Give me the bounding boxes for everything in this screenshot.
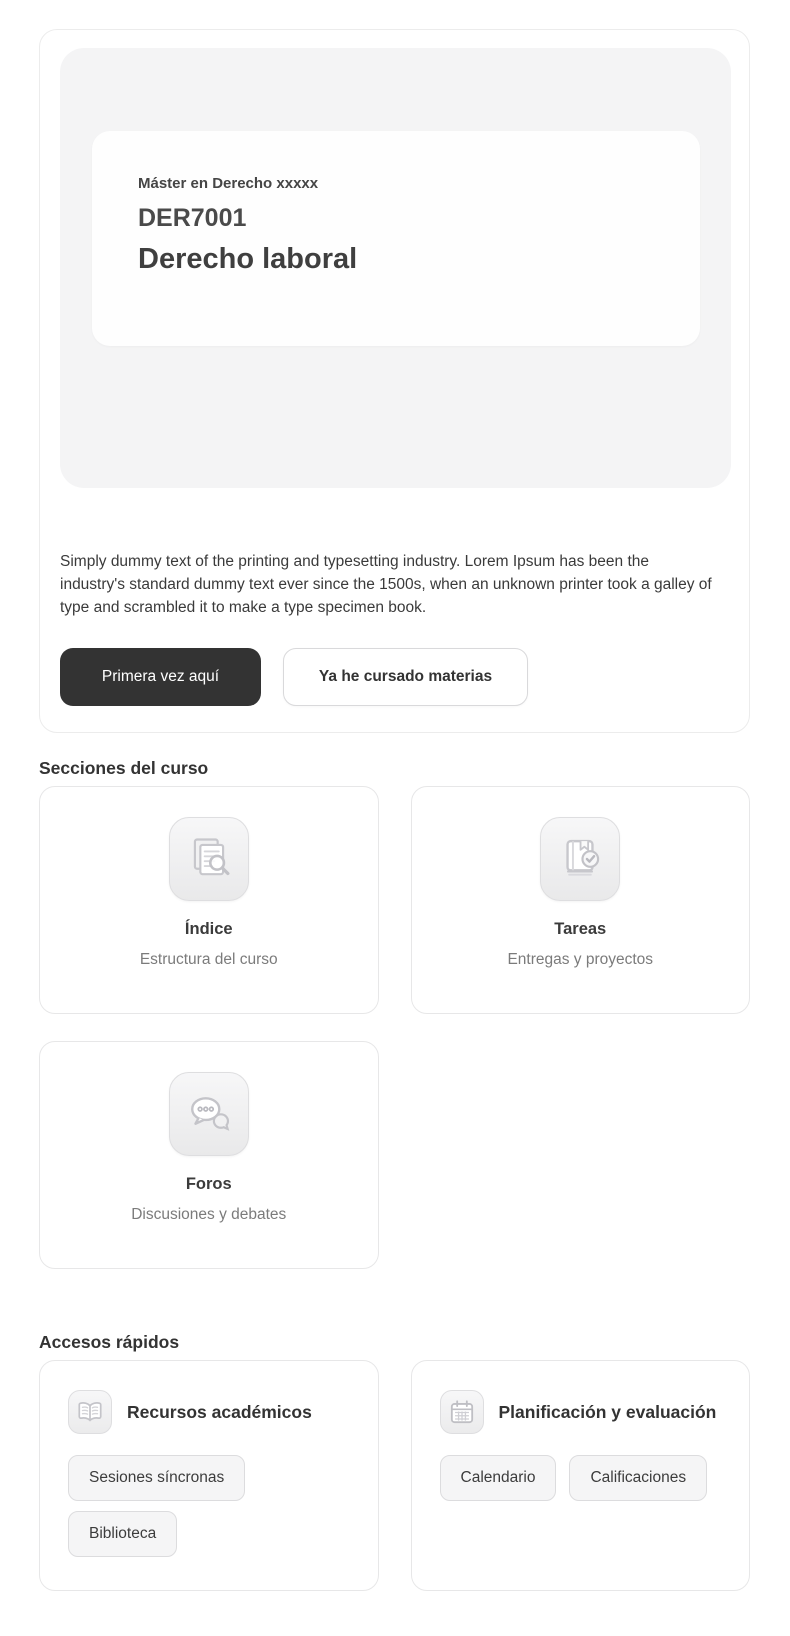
qa-card-planificacion bbox=[411, 1360, 751, 1591]
book-check-icon bbox=[540, 817, 620, 901]
open-book-icon bbox=[68, 1390, 112, 1434]
section-card-indice[interactable] bbox=[39, 786, 379, 1014]
sesiones-sincronas-button[interactable]: Sesiones síncronas bbox=[68, 1455, 245, 1501]
document-search-icon bbox=[169, 817, 249, 901]
course-code: DER7001 bbox=[138, 204, 247, 232]
biblioteca-button[interactable]: Biblioteca bbox=[68, 1511, 177, 1557]
already-studied-button[interactable]: Ya he cursado materias bbox=[283, 648, 528, 706]
course-hero-card bbox=[39, 29, 750, 733]
course-description: Simply dummy text of the printing and typesetting industry. Lorem Ipsum has been the industry's standard dummy text ever since the 1500s, when an unknown printer took a galley of type and scrambled it to make a type specimen book. bbox=[60, 553, 712, 616]
section-card-tareas[interactable] bbox=[411, 786, 751, 1014]
qa-buttons bbox=[440, 1455, 722, 1501]
chat-bubbles-icon bbox=[169, 1072, 249, 1156]
course-sections-grid bbox=[39, 786, 750, 1269]
course-sections-heading: Secciones del curso bbox=[39, 758, 209, 778]
qa-card-header bbox=[440, 1390, 722, 1434]
qa-card-recursos bbox=[39, 1360, 379, 1591]
quick-access-grid bbox=[39, 1360, 750, 1591]
qa-card-title: Planificación y evaluación bbox=[498, 1401, 717, 1422]
course-title: Derecho laboral bbox=[138, 243, 358, 275]
course-info-card bbox=[92, 131, 700, 346]
first-time-button[interactable]: Primera vez aquí bbox=[60, 648, 261, 706]
hero-actions bbox=[60, 648, 730, 706]
calendar-icon bbox=[440, 1390, 484, 1434]
section-card-subtitle: Entregas y proyectos bbox=[507, 951, 654, 968]
section-card-title: Tareas bbox=[554, 920, 607, 938]
section-card-title: Foros bbox=[185, 1175, 232, 1193]
section-card-foros[interactable] bbox=[39, 1041, 379, 1269]
calificaciones-button[interactable]: Calificaciones bbox=[569, 1455, 707, 1501]
section-card-title: Índice bbox=[184, 920, 233, 938]
qa-card-title: Recursos académicos bbox=[127, 1401, 312, 1422]
calendario-button[interactable]: Calendario bbox=[440, 1455, 557, 1501]
section-card-subtitle: Estructura del curso bbox=[139, 951, 278, 968]
quick-access-heading: Accesos rápidos bbox=[39, 1332, 180, 1352]
qa-buttons bbox=[68, 1455, 350, 1557]
section-card-subtitle: Discusiones y debates bbox=[131, 1206, 287, 1223]
program-name: Máster en Derecho xxxxx bbox=[138, 175, 319, 192]
qa-card-header bbox=[68, 1390, 350, 1434]
course-banner bbox=[60, 48, 731, 488]
